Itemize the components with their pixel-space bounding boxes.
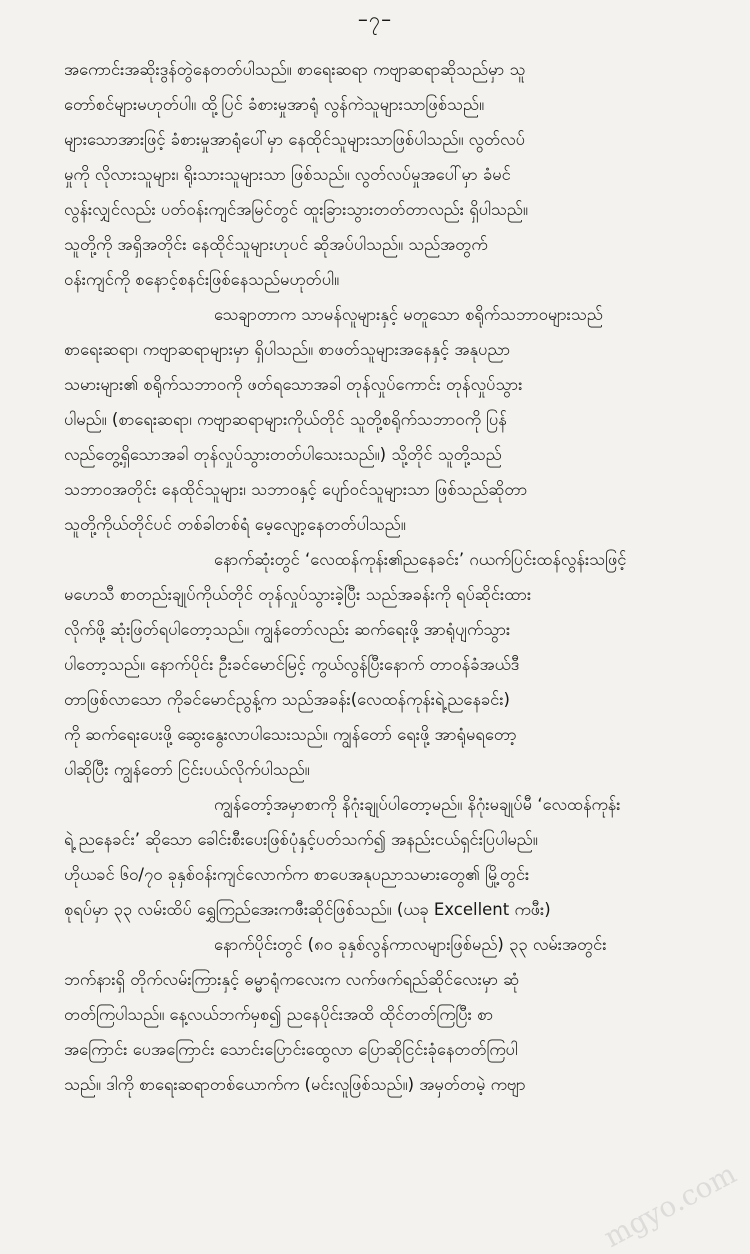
text-line: ပါဆိုပြီး ကျွန်တော် ငြင်းပယ်လိုက်ပါသည်။ (64, 760, 310, 779)
text-line: နောက်ဆုံးတွင် ‘လေထန်ကုန်း၏ညနေခင်း’ ဂယက်ပြင်းထန်လွန်းသဖြင့် (214, 550, 627, 569)
text-line: ဘက်နားရှိ တိုက်လမ်းကြားနှင့် ဓမ္မာရုံကလေးက လက်ဖက်ရည်ဆိုင်လေးမှာ ဆုံ (64, 970, 520, 989)
text-line: ဝန်းကျင်ကို စနောင့်စနင်းဖြစ်နေသည်မဟုတ်ပါ။ (64, 270, 339, 289)
text-line: သူတို့ကိုယ်တိုင်ပင် တစ်ခါတစ်ရံ မေ့လျော့နေတတ်ပါသည်။ (64, 515, 406, 534)
text-line: လွန်းလျှင်လည်း ပတ်ဝန်းကျင်အမြင်တွင် ထူးခြားသွားတတ်တာလည်း ရှိပါသည်။ (64, 200, 528, 219)
watermark: mgyo.com (598, 1156, 742, 1254)
text-line: စုရပ်မှာ ၃၃ လမ်းထိပ် ရွှေကြည်အေးကဖီးဆိုင်ဖြစ်သည်။ (ယခု Excellent ကဖီး) (64, 900, 551, 919)
page-number: –၇– (357, 7, 393, 31)
text-line: ရဲ့ ညနေခင်း’ ဆိုသော ခေါင်းစီးပေးဖြစ်ပုံနှင့်ပတ်သက်၍ အနည်းငယ်ရှင်းပြပါမည်။ (64, 830, 538, 849)
text-line: စာရေးဆရာ၊ ကဗျာဆရာများမှာ ရှိပါသည်။ စာဖတ်သူများအနေနှင့် အနုပညာ (64, 340, 511, 359)
text-line: သည်။ ဒါကို စာရေးဆရာတစ်ယောက်က (မင်းလူဖြစ်သည်။) အမှတ်တမဲ့ ကဗျာ (64, 1075, 526, 1094)
text-line: လည်တွေ့ရှိသောအခါ တုန်လှုပ်သွားတတ်ပါသေးသည်။) သို့တိုင် သူတို့သည် (64, 445, 502, 464)
text-line: ကို ဆက်ရေးပေးဖို့ ဆွေးနွေးလာပါသေးသည်။ ကျွန်တော် ရေးဖို့ အာရုံမရတော့ (64, 725, 517, 744)
text-line: မှုကို လိုလားသူများ၊ ရိုးသားသူများသာ ဖြစ်သည်။ လွတ်လပ်မှုအပေါ်မှာ ခံမင် (64, 165, 511, 184)
text-line: တတ်ကြပါသည်။ နေ့လယ်ဘက်မှစ၍ ညနေပိုင်းအထိ ထိုင်တတ်ကြပြီး စာ (64, 1005, 494, 1024)
text-line: သူတို့ကို အရှိအတိုင်း နေထိုင်သူများဟုပင် ဆိုအပ်ပါသည်။ သည်အတွက် (64, 235, 488, 254)
text-line: ပါတော့သည်။ နောက်ပိုင်း ဦးခင်မောင်မြင့် ကွယ်လွန်ပြီးနောက် တာဝန်ခံအယ်ဒီ (64, 655, 520, 674)
text-line: တော်စင်များမဟုတ်ပါ။ ထို့ပြင် ခံစားမှုအာရုံ လွန်ကဲသူများသာဖြစ်သည်။ (64, 95, 484, 114)
text-line: ဟိုယခင် ၆၀/၇၀ ခုနှစ်ဝန်းကျင်လောက်က စာပေအနုပညာသမားတွေ၏ မြို့တွင်း (64, 865, 530, 884)
text-line: ပါမည်။ (စာရေးဆရာ၊ ကဗျာဆရာများကိုယ်တိုင် သူတို့စရိုက်သဘာဝကို ပြန် (64, 410, 507, 429)
text-line: သေချာတာက သာမန်လူများနှင့် မတူသော စရိုက်သဘာဝများသည် (214, 305, 603, 324)
text-line: သမားများ၏ စရိုက်သဘာဝကို ဖတ်ရသောအခါ တုန်လှုပ်ကောင်း တုန်လှုပ်သွား (64, 375, 523, 394)
text-line: အကြောင်း ပေအကြောင်း သောင်းပြောင်းထွေလာ ပြောဆိုငြင်းခုံနေတတ်ကြပါ (64, 1040, 518, 1059)
body-text (64, 52, 704, 1102)
text-line: များသောအားဖြင့် ခံစားမှုအာရုံပေါ်မှာ နေထိုင်သူများသာဖြစ်ပါသည်။ လွတ်လပ် (64, 130, 526, 149)
text-line: သဘာဝအတိုင်း နေထိုင်သူများ၊ သဘာဝနှင့် ပျော်ဝင်သူများသာ ဖြစ်သည်ဆိုတာ (64, 480, 528, 499)
text-line: အကောင်းအဆိုးဒွန်တွဲနေတတ်ပါသည်။ စာရေးဆရာ ကဗျာဆရာဆိုသည်မှာ သူ (64, 60, 526, 79)
text-line: မဟေသီ စာတည်းချုပ်ကိုယ်တိုင် တုန်လှုပ်သွားခဲ့ပြီး သည်အခန်းကို ရပ်ဆိုင်းထား (64, 585, 532, 604)
text-line: ကျွန်တော့်အမှာစာကို နိဂုံးချုပ်ပါတော့မည်။ နိဂုံးမချုပ်မီ ‘လေထန်ကုန်း (214, 795, 621, 814)
text-line: တာဖြစ်လာသော ကိုခင်မောင်ညွန့်က သည်အခန်း(လေထန်ကုန်းရဲ့ညနေခင်း) (64, 690, 510, 709)
text-line: နောက်ပိုင်းတွင် (၈၀ ခုနှစ်လွန်ကာလများဖြစ်မည်) ၃၃ လမ်းအတွင်း (214, 935, 607, 954)
text-line: လိုက်ဖို့ ဆုံးဖြတ်ရပါတော့သည်။ ကျွန်တော်လည်း ဆက်ရေးဖို့ အာရုံပျက်သွား (64, 620, 511, 639)
